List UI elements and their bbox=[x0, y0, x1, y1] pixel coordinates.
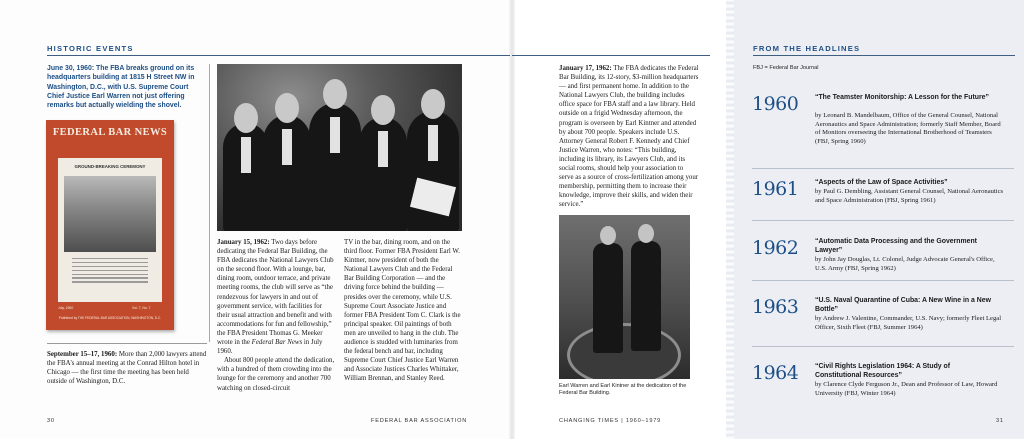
column-rule bbox=[209, 64, 210, 342]
entry-divider bbox=[752, 220, 1014, 221]
january-15-col2-text bbox=[344, 238, 462, 384]
september-lead: September 15–17, 1960: bbox=[47, 351, 118, 358]
january-17-lead: January 17, 1962: bbox=[559, 65, 612, 72]
historic-group-photo bbox=[217, 64, 462, 231]
headline-year: 1960 bbox=[752, 93, 799, 115]
cover-footer: Published by THE FEDERAL BAR ASSOCIATION, WASHINGTON, D.C. bbox=[58, 316, 162, 320]
fbj-abbreviation-note: FBJ = Federal Bar Journal bbox=[753, 65, 819, 71]
federal-bar-news-ref: Federal Bar News bbox=[251, 339, 303, 347]
january-15-text bbox=[217, 238, 335, 393]
page-number-left: 30 bbox=[47, 418, 55, 424]
entry-divider bbox=[752, 280, 1014, 281]
book-gutter bbox=[509, 0, 515, 439]
headline-byline: by Clarence Clyde Ferguson Jr., Dean and Professor of Law, Howard University (FBJ, Winter 1964) bbox=[815, 381, 998, 397]
headline-title: “Civil Rights Legislation 1964: A Study of Constitutional Resources” bbox=[815, 363, 951, 379]
torn-paper-edge bbox=[726, 0, 734, 439]
heading-rule bbox=[47, 55, 510, 56]
section-divider bbox=[47, 343, 207, 344]
warren-kintner-photo bbox=[559, 215, 690, 379]
january-17-text bbox=[559, 64, 699, 210]
headline-byline: by Leonard B. Mandelbaum, Office of the General Counsel, National Aeronautics and Space Administration; formerly Staff Member, Board of Monitors overseeing the International Brotherhood of Teamsters (FBJ, Spring 1960) bbox=[815, 112, 1001, 145]
entry-divider bbox=[752, 168, 1014, 169]
headlines-rule bbox=[753, 55, 1015, 56]
headline-entry bbox=[752, 93, 1012, 163]
floor-seal bbox=[567, 323, 681, 379]
headline-byline: by Andrew J. Valentine, Commander, U.S. Navy; formerly Fleet Legal Officer, Sixth Fleet (FBJ, Summer 1964) bbox=[815, 315, 1002, 331]
cover-title: FEDERAL BAR NEWS bbox=[52, 127, 168, 138]
headline-year: 1963 bbox=[752, 296, 799, 318]
heading-rule-right bbox=[512, 55, 710, 56]
headline-year: 1961 bbox=[752, 178, 799, 200]
headline-byline: by Paul G. Dembling, Assistant General Counsel, National Aeronautics and Space Administration (FBJ, Spring 1961) bbox=[815, 188, 1004, 204]
january-15-body: Two days before dedicating the Federal Bar Building, the FBA dedicates the National Lawyers Club on the second floor. With a lounge, bar, dining room, outdoor terrace, and private meeting rooms, the club will serve as “the rendezvous for lawyers in and out of government service, with facilities for their usual attraction and benefit and with accommodations for fun and fellowship,” the FBA President Thomas G. Meeker wrote in the bbox=[217, 239, 334, 347]
headline-title: “Aspects of the Law of Space Activities” bbox=[815, 179, 948, 186]
headline-entry bbox=[752, 296, 1012, 366]
cover-caption-lines bbox=[72, 258, 148, 285]
september-body: More than 2,000 lawyers attend the FBA's annual meeting at the Conrad Hilton hotel in Chicago — the first time the meeting has been held outside of Washington, D.C. bbox=[47, 351, 207, 386]
entry-divider bbox=[752, 346, 1014, 347]
cover-date: July, 1960 bbox=[58, 306, 74, 310]
january-15-body-end: in July 1960. bbox=[217, 339, 323, 356]
photo-caption: Earl Warren and Earl Kintner at the dedication of the Federal Bar Building. bbox=[559, 383, 687, 397]
headline-title: “Automatic Data Processing and the Government Lawyer” bbox=[815, 238, 977, 254]
september-1960-text bbox=[47, 350, 207, 386]
from-the-headlines-heading: FROM THE HEADLINES bbox=[753, 44, 861, 53]
historic-events-heading: HISTORIC EVENTS bbox=[47, 44, 134, 53]
lead-event-june-1960: June 30, 1960: The FBA breaks ground on its headquarters building at 1815 H Street NW in Washington, D.C., with U.S. Supreme Court Chief Justice Earl Warren not just offering remarks but actually wielding the shovel. bbox=[47, 65, 195, 110]
cover-volume: Vol. 7, No. 7 bbox=[132, 306, 151, 310]
headline-title: “U.S. Naval Quarantine of Cuba: A New Wine in a New Bottle” bbox=[815, 297, 991, 313]
cover-headline: GROUND-BREAKING CEREMONY bbox=[74, 164, 146, 169]
headline-year: 1964 bbox=[752, 362, 799, 384]
footer-label-left: FEDERAL BAR ASSOCIATION bbox=[371, 418, 468, 424]
footer-label-right: CHANGING TIMES | 1960–1979 bbox=[559, 418, 662, 424]
headline-year: 1962 bbox=[752, 237, 799, 259]
cover-photo bbox=[64, 176, 156, 252]
january-17-body: The FBA dedicates the Federal Bar Building, its 12-story, $3-million headquarters — and first permanent home. In addition to the National Lawyers Club, the building includes office space for FBA staff and a law library. Held outside on a frigid Wednesday afternoon, the program is overseen by Earl Kintner and attended by about 700 people. Speakers include U.S. Attorney General Robert F. Kennedy and Chief Justice Warren, who notes: “This building, including its library, its Lawyers Club, and its social rooms, should help your association to serve as a source of cross-fertilization among your membership, permitting them to increase their knowledge, improve their skills, and widen their service.” bbox=[559, 65, 699, 209]
federal-bar-news-cover bbox=[46, 120, 174, 330]
january-15-continuation: TV in the bar, dining room, and on the third floor. Former FBA President Earl W. Kintner, now president of both the National Lawyers Club and the Federal Bar Building Corporation — and the driving force behind the building — presides over the ceremony, while U.S. Supreme Court Associate Justice and former FBA President Tom C. Clark is the principal speaker. Oil paintings of both men are unveiled to hang in the club. The audience is studded with luminaries from the federal bench and bar, including Supreme Court Chief Justice Earl Warren and Associate Justices Charles Whittaker, William Brennan, and Stanley Reed. bbox=[344, 239, 461, 383]
january-15-attendance: About 800 people attend the dedication, with a hundred of them crowding into the lounge for the ceremony and another 700 watching on closed-circuit bbox=[217, 357, 335, 392]
headline-entry bbox=[752, 362, 1012, 432]
headline-title: “The Teamster Monitorship: A Lesson for the Future” bbox=[815, 94, 989, 101]
headline-byline: by John Jay Douglas, Lt. Colonel, Judge Advocate General's Office, U.S. Army (FBJ, Spring 1962) bbox=[815, 256, 995, 272]
january-15-lead: January 15, 1962: bbox=[217, 239, 270, 246]
page-number-right: 31 bbox=[996, 418, 1004, 424]
cover-inner-panel bbox=[58, 158, 162, 302]
